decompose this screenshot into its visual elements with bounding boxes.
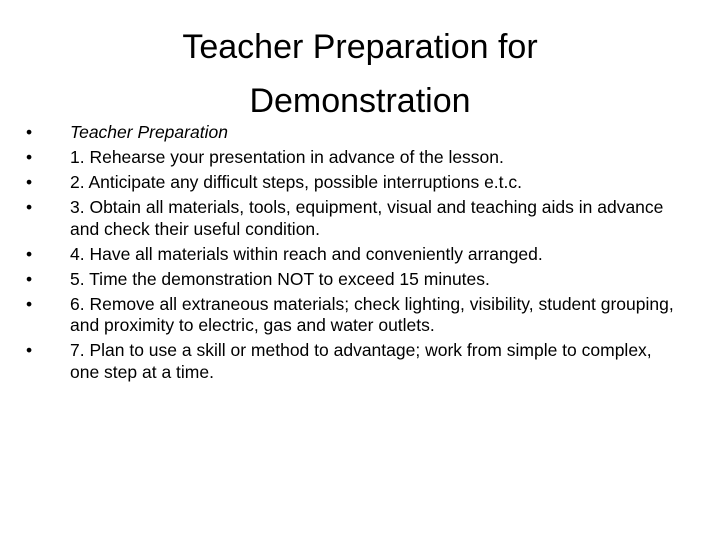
bullet-marker: • — [26, 340, 33, 361]
bullet-marker: • — [26, 122, 33, 142]
bullet-text: 1. Rehearse your presentation in advance of the lesson. — [70, 147, 504, 167]
bullet-text: 5. Time the demonstration NOT to exceed 15 minutes. — [70, 268, 490, 289]
bullet-item-1 — [26, 147, 676, 169]
bullet-text: 6. Remove all extraneous materials; check lighting, visibility, student grouping, and proximity to electric, gas and water outlets. — [70, 293, 674, 336]
slide-title-line-2: Demonstration — [249, 82, 471, 120]
bullet-marker: • — [26, 172, 33, 192]
bullet-text: 2. Anticipate any difficult steps, possible interruptions e.t.c. — [70, 172, 523, 192]
bullet-text: 4. Have all materials within reach and conveniently arranged. — [70, 243, 543, 264]
bullet-list — [26, 122, 676, 387]
bullet-item-7 — [26, 340, 676, 383]
slide-title-line-1: Teacher Preparation for — [182, 28, 538, 66]
slide-title — [90, 20, 630, 128]
bullet-marker: • — [26, 293, 33, 314]
bullet-text: Teacher Preparation — [70, 122, 228, 142]
bullet-item-3 — [26, 197, 676, 240]
bullet-item-5 — [26, 269, 676, 291]
bullet-marker: • — [26, 147, 33, 167]
bullet-item-2 — [26, 172, 676, 194]
bullet-item-heading — [26, 122, 676, 144]
bullet-marker: • — [26, 243, 33, 264]
bullet-text: 7. Plan to use a skill or method to advantage; work from simple to complex, one step at a time. — [70, 340, 652, 383]
bullet-text: 3. Obtain all materials, tools, equipment, visual and teaching aids in advance and check their useful condition. — [70, 197, 664, 239]
bullet-item-4 — [26, 244, 676, 266]
bullet-marker: • — [26, 197, 33, 217]
bullet-item-6 — [26, 294, 676, 337]
bullet-marker: • — [26, 268, 33, 289]
